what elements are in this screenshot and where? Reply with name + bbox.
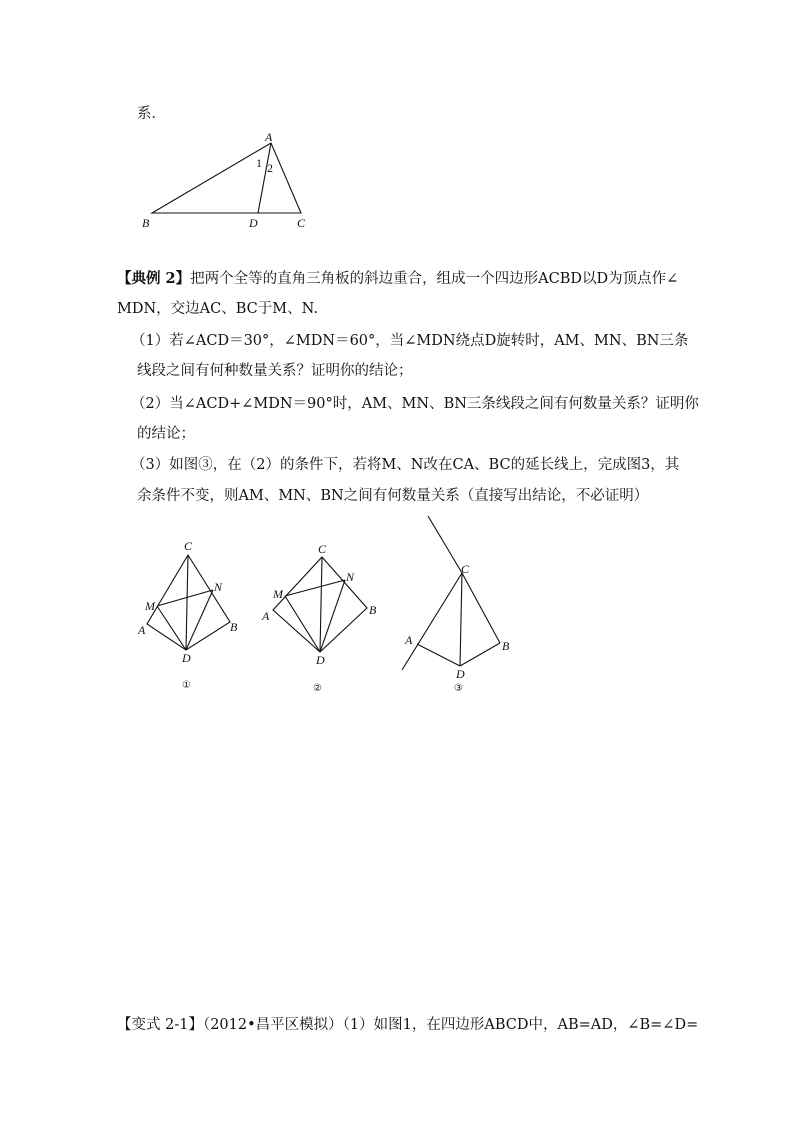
- example2-q3-line2: 余条件不变，则AM、MN、BN之间有何数量关系（直接写出结论，不必证明）: [137, 488, 649, 504]
- fig-2-label-b: B: [369, 603, 377, 617]
- example2-q2-line2: 的结论；: [137, 426, 195, 442]
- figure-3-caption: ③: [454, 683, 463, 694]
- continued-text: 系．: [137, 106, 166, 122]
- fig-1-label-a: A: [138, 623, 146, 637]
- fig-3-label-a: A: [405, 633, 413, 647]
- example2-tag: 【典例 2】: [117, 270, 191, 287]
- fig-2-label-m: M: [273, 587, 283, 601]
- figure-2: [261, 542, 377, 694]
- example2-q2-line1: （2）当∠ACD+∠MDN＝90°时，AM、MN、BN三条线段之间有何数量关系？证明你: [131, 396, 699, 412]
- figure-3: [402, 516, 510, 694]
- fig1-angle-2: 2: [267, 161, 273, 175]
- fig-1-label-b: B: [230, 620, 238, 634]
- fig1-label-d: D: [249, 216, 258, 230]
- example2-q1-line1: （1）若∠ACD＝30°，∠MDN＝60°，当∠MDN绕点D旋转时，AM、MN、BN三条: [131, 333, 689, 349]
- fig-1-label-c: C: [184, 539, 193, 553]
- fig1-label-c: C: [297, 216, 306, 230]
- variant-2-1-text: 【变式 2-1】（2012•昌平区模拟）（1）如图1，在四边形ABCD中，AB=AD，∠B=∠D=: [117, 1017, 699, 1033]
- fig-3-label-d: D: [456, 667, 465, 681]
- figure-1-caption: ①: [182, 680, 191, 691]
- example2-intro-line1: 【典例 2】把两个全等的直角三角板的斜边重合，组成一个四边形ACBD以D为顶点作∠: [117, 270, 679, 287]
- fig1-angle-1: 1: [256, 156, 262, 170]
- example2-intro-line2: MDN，交边AC、BC于M、N.: [117, 301, 318, 317]
- figure-2-caption: ②: [313, 683, 322, 694]
- fig-1-label-m: M: [145, 599, 155, 613]
- fig-3-label-b: B: [502, 639, 510, 653]
- fig1-label-a: A: [265, 130, 273, 144]
- figure-1: [137, 539, 238, 691]
- fig-2-label-n: N: [346, 570, 355, 584]
- example2-q3-line1: （3）如图③，在（2）的条件下，若将M、N改在CA、BC的延长线上，完成图3，其: [131, 457, 680, 473]
- fig-1-label-d: D: [182, 651, 191, 665]
- example2-q1-line2: 线段之间有何种数量关系？证明你的结论；: [137, 363, 413, 379]
- fig-2-label-c: C: [318, 542, 327, 556]
- fig-2-label-d: D: [316, 653, 325, 667]
- fig-2-label-a: A: [262, 609, 270, 623]
- fig-3-label-c: C: [461, 562, 470, 576]
- fig1-label-b: B: [142, 216, 150, 230]
- fig-1-label-n: N: [214, 580, 223, 594]
